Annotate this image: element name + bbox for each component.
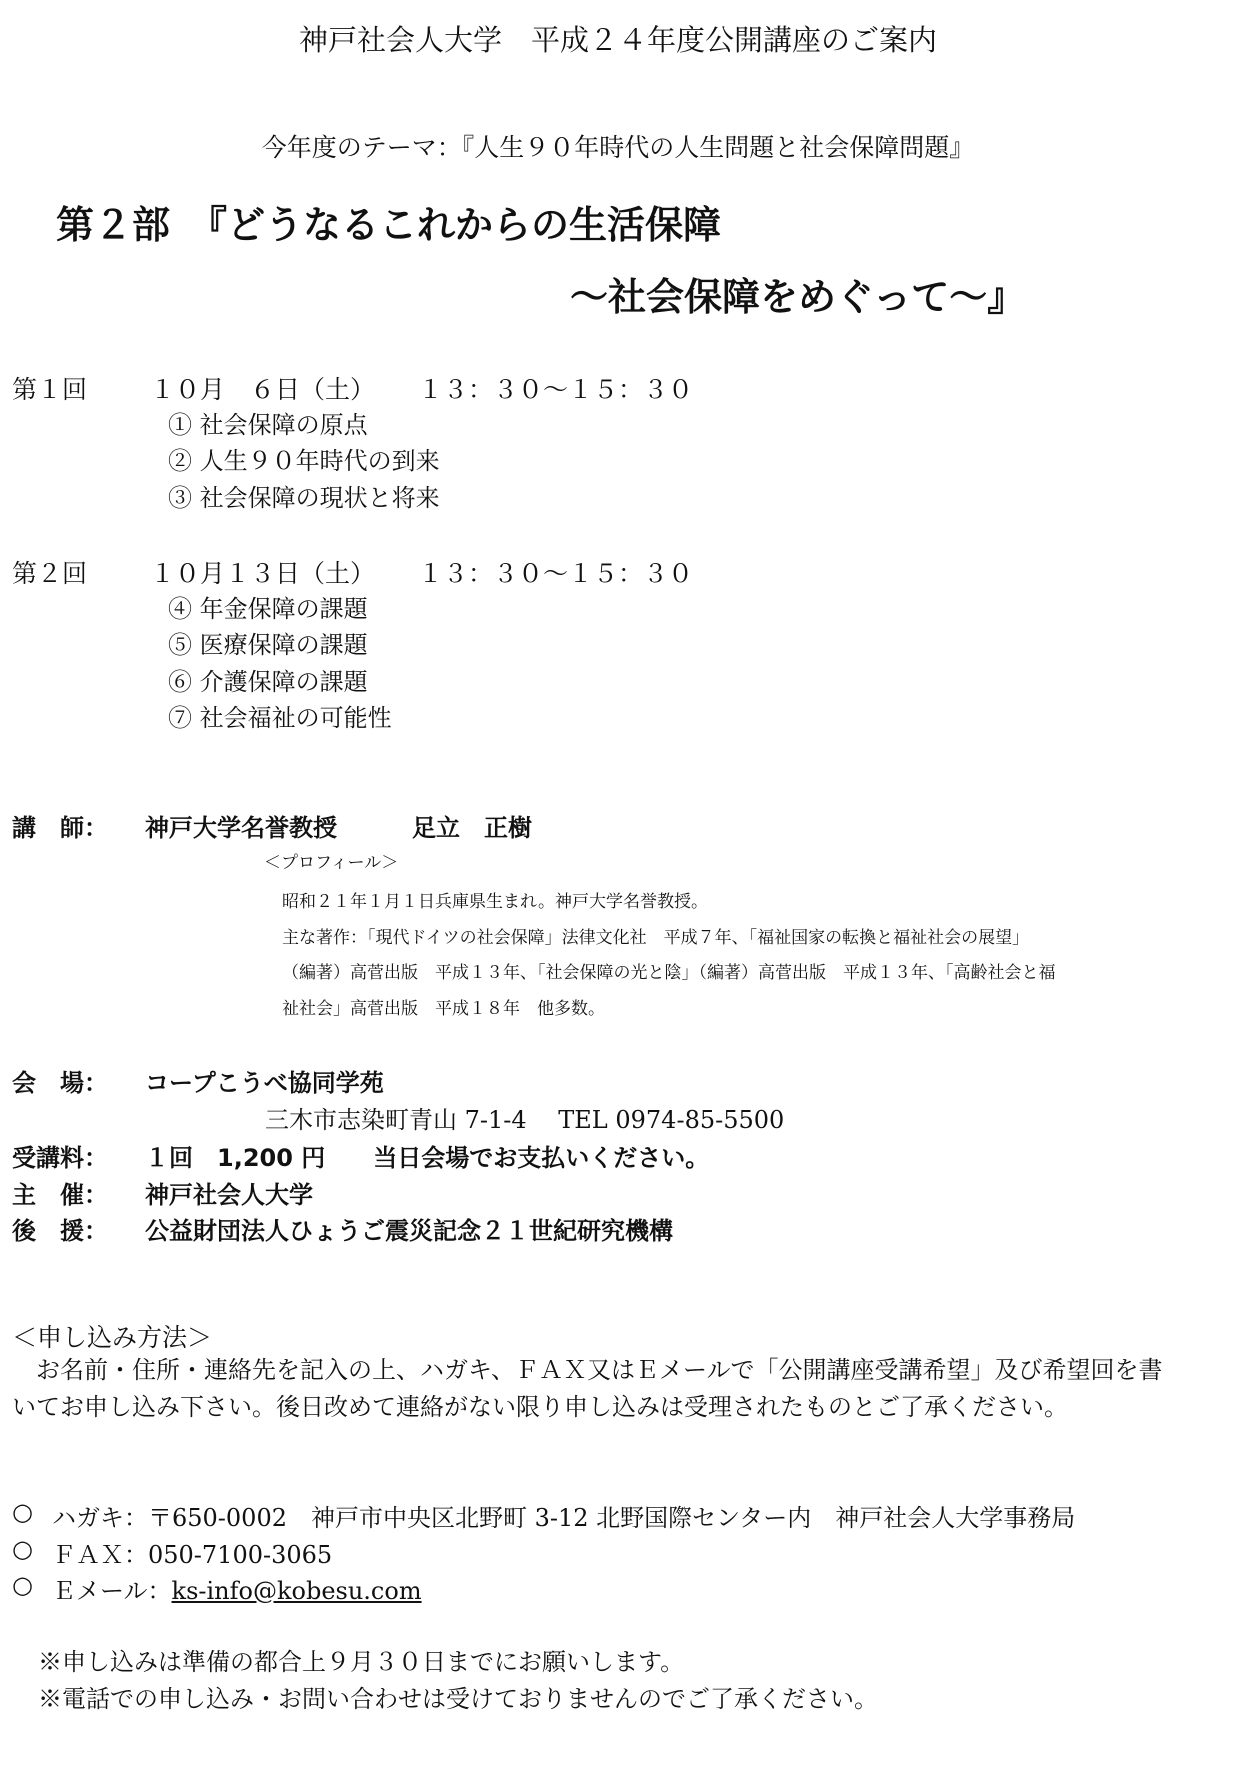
topic-item: ⑤ 医療保障の課題 [168, 631, 368, 659]
apply-heading: ＜申し込み方法＞ [12, 1323, 213, 1352]
support-value: 公益財団法人ひょうご震災記念２１世紀研究機構 [145, 1217, 673, 1245]
lecturer-title: 神戸大学名誉教授 [145, 814, 337, 842]
fee-value: １回 1,200 円 当日会場でお支払いください。 [145, 1144, 710, 1172]
profile-heading: ＜プロフィール＞ [264, 853, 399, 873]
profile-line: （編著）高菅出版 平成１３年、「社会保障の光と陰」（編著）高菅出版 平成１３年、「高齢社会と福 [282, 963, 1056, 983]
part-heading-line1: 第２部 『どうなるこれからの生活保障 [56, 203, 722, 247]
contact-postcard: ハガキ：〒650-0002 神戸市中央区北野町 3-12 北野国際センター内 神戸社会人大学事務局 [52, 1504, 1076, 1532]
host-value: 神戸社会人大学 [145, 1181, 313, 1209]
venue-address: 三木市志染町青山 7-1-4 TEL 0974-85-5500 [265, 1106, 785, 1134]
topic-item: ① 社会保障の原点 [168, 411, 368, 439]
part-heading-line2: ～社会保障をめぐって～』 [570, 275, 1026, 319]
note-phone: ※電話での申し込み・お問い合わせは受けておりませんのでご了承ください。 [38, 1685, 878, 1713]
page-title: 神戸社会人大学 平成２４年度公開講座のご案内 [298, 23, 937, 57]
note-deadline: ※申し込みは準備の都合上９月３０日までにお願いします。 [38, 1648, 685, 1676]
bullet-icon: ○ [12, 1498, 33, 1526]
email-link[interactable]: ks-info@kobesu.com [171, 1577, 422, 1605]
bullet-icon: ○ [12, 1535, 33, 1563]
contact-fax: ＦＡＸ：050-7100-3065 [52, 1541, 333, 1569]
theme-line: 今年度のテーマ：『人生９０年時代の人生問題と社会保障問題』 [261, 133, 975, 162]
lecturer-label: 講 師： [12, 814, 108, 842]
bullet-icon: ○ [12, 1571, 33, 1599]
session-label: 第１回 [12, 375, 88, 404]
email-label: Ｅメール： [52, 1577, 172, 1605]
support-label: 後 援： [12, 1217, 108, 1245]
session-date: １０月 ６日（土） [150, 375, 376, 404]
session-label: 第２回 [12, 559, 88, 588]
venue-label: 会 場： [12, 1069, 108, 1097]
profile-line: 昭和２１年１月１日兵庫県生まれ。神戸大学名誉教授。 [282, 892, 709, 912]
topic-item: ⑦ 社会福祉の可能性 [168, 704, 392, 732]
profile-line: 主な著作：「現代ドイツの社会保障」法律文化社 平成７年、「福祉国家の転換と福祉社会の展望」 [282, 928, 1030, 948]
host-label: 主 催： [12, 1181, 108, 1209]
session-date: １０月１３日（土） [150, 559, 376, 588]
lecturer-name: 足立 正樹 [412, 814, 532, 842]
profile-line: 祉社会」高菅出版 平成１８年 他多数。 [282, 999, 605, 1019]
session-time: １３：３０～１５：３０ [418, 559, 694, 588]
contact-email [52, 1571, 422, 1606]
session-time: １３：３０～１５：３０ [418, 375, 694, 404]
topic-item: ⑥ 介護保障の課題 [168, 668, 368, 696]
topic-item: ② 人生９０年時代の到来 [168, 447, 440, 475]
fee-label: 受講料： [12, 1144, 108, 1172]
apply-body: お名前・住所・連絡先を記入の上、ハガキ、ＦＡＸ又はＥメールで「公開講座受講希望」及び希望回を書いてお申し込み下さい。後日改めて連絡がない限り申し込みは受理されたものとご了承ください。 [12, 1356, 1163, 1421]
topic-item: ③ 社会保障の現状と将来 [168, 484, 440, 512]
topic-item: ④ 年金保障の課題 [168, 595, 368, 623]
venue-name: コープこうべ協同学苑 [145, 1069, 384, 1097]
